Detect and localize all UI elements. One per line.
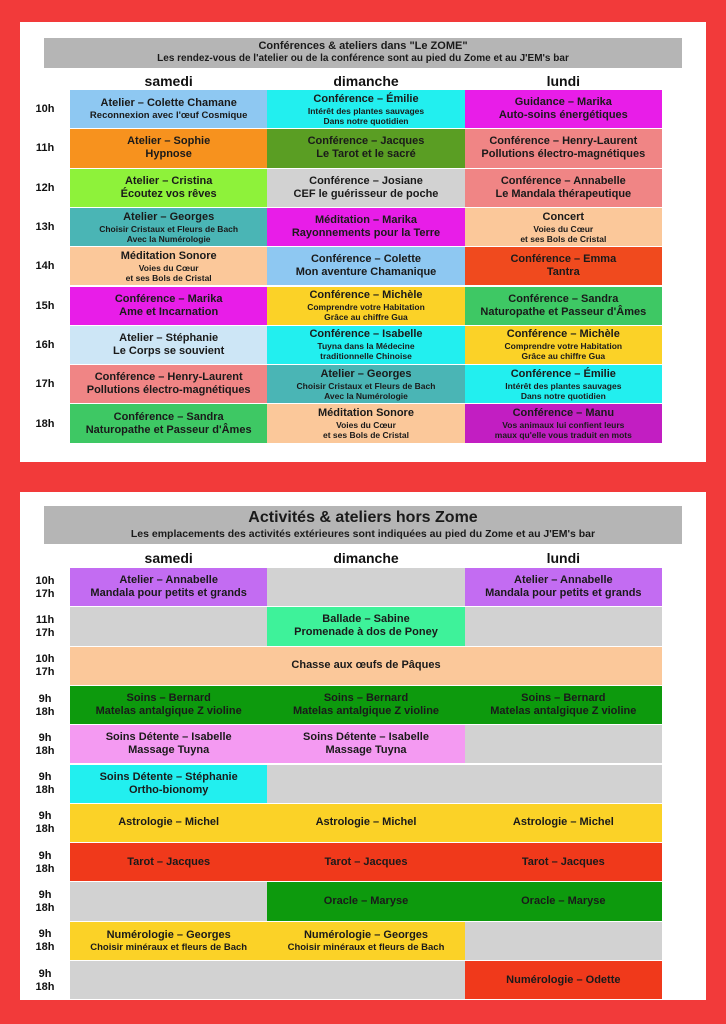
cell-title: Numérologie – Odette (506, 973, 621, 986)
cell-detail: Mandala pour petits et grands (485, 587, 642, 600)
time-value: 9h (38, 889, 52, 902)
cell-detail: Ame et Incarnation (119, 305, 219, 318)
time-label (20, 961, 70, 1000)
time-value: 9h (38, 928, 52, 941)
activities-panel (20, 492, 706, 1000)
time-label (20, 804, 70, 843)
empty-cell (70, 961, 465, 999)
cell-title: Atelier – Sophie (127, 135, 211, 148)
schedule-row (20, 647, 706, 686)
schedule-cell (70, 404, 267, 442)
cell-title: Ballade – Sabine (322, 613, 410, 626)
conferences-day-headers (70, 73, 662, 89)
schedule-row (20, 169, 706, 208)
time-label (20, 607, 70, 646)
cell-detail: Dans notre quotidien (323, 115, 409, 126)
time-value: 9h (38, 967, 52, 980)
schedule-row (20, 765, 706, 804)
time-value: 18h (35, 980, 55, 993)
cell-title: Soins Détente – Stéphanie (99, 770, 238, 783)
schedule-row (20, 90, 706, 129)
conferences-subtitle: Les rendez-vous de l'atelier ou de la conférence sont au pied du Zome et au J'EM's bar (157, 53, 569, 64)
activities-header (44, 506, 682, 544)
empty-cell (70, 882, 267, 920)
cell-title: Astrologie – Michel (315, 816, 417, 829)
cell-detail: Pollutions électro-magnétiques (481, 148, 646, 161)
empty-cell (465, 725, 662, 763)
cell-detail: Voies du Cœur (336, 420, 396, 431)
cell-detail: Promenade à dos de Poney (294, 626, 438, 639)
cell-title: Conférence – Annabelle (500, 174, 626, 187)
schedule-cell (465, 804, 662, 842)
cell-title: Soins Détente – Isabelle (105, 731, 232, 744)
time-label (20, 287, 70, 326)
cell-title: Conférence – Josiane (309, 174, 423, 187)
time-value: 17h (35, 378, 55, 391)
schedule-row (20, 568, 706, 607)
time-value: 17h (35, 666, 55, 679)
cell-detail: Comprendre votre Habitation (504, 341, 623, 352)
cell-detail: et ses Bols de Cristal (125, 272, 212, 283)
time-value: 12h (35, 181, 55, 194)
time-label (20, 169, 70, 208)
cell-detail: Choisir Cristaux et Fleurs de Bach (99, 223, 239, 234)
schedule-cell (465, 365, 662, 403)
schedule-cell (465, 568, 662, 606)
cell-detail: Choisir minéraux et fleurs de Bach (90, 941, 248, 953)
day-header-dimanche: dimanche (333, 550, 399, 566)
cell-title: Soins – Bernard (521, 692, 606, 705)
conferences-title: Conférences & ateliers dans "Le ZOME" (258, 40, 468, 52)
schedule-cell (267, 169, 464, 207)
cell-title: Soins – Bernard (126, 692, 211, 705)
cell-title: Conférence – Émilie (313, 92, 419, 105)
conferences-header (44, 38, 682, 68)
schedule-cell (267, 607, 464, 645)
schedule-cell (267, 686, 464, 724)
cell-detail: Hypnose (145, 148, 192, 161)
empty-cell (465, 607, 662, 645)
schedule-cell (267, 208, 464, 246)
cell-detail: Avec la Numérologie (324, 390, 408, 401)
time-label (20, 882, 70, 921)
time-value: 18h (35, 902, 55, 915)
time-label (20, 647, 70, 686)
cell-detail: Matelas antalgique Z violine (95, 705, 242, 718)
time-value: 16h (35, 338, 55, 351)
cell-title: Chasse aux œufs de Pâques (291, 659, 441, 672)
schedule-row (20, 129, 706, 168)
activities-day-headers (70, 550, 662, 566)
schedule-row (20, 247, 706, 286)
schedule-cell (70, 804, 267, 842)
time-label (20, 725, 70, 764)
schedule-cell (70, 208, 267, 246)
schedule-cell (465, 686, 662, 724)
time-value: 17h (35, 587, 55, 600)
activities-subtitle: Les emplacements des activités extérieures sont indiquées au pied du Zome et au J'EM's bar (130, 528, 596, 540)
schedule-cell (465, 287, 662, 325)
time-value: 9h (38, 731, 52, 744)
cell-detail: Intérêt des plantes sauvages (505, 380, 622, 391)
day-header-lundi: lundi (546, 73, 581, 89)
cell-title: Astrologie – Michel (512, 816, 614, 829)
cell-detail: Mon aventure Chamanique (295, 266, 437, 279)
schedule-cell (70, 686, 267, 724)
schedule-row (20, 882, 706, 921)
time-value: 10h (35, 574, 55, 587)
cell-detail: Voies du Cœur (533, 223, 594, 234)
schedule-row (20, 686, 706, 725)
schedule-row (20, 843, 706, 882)
time-label (20, 129, 70, 168)
schedule-row (20, 208, 706, 247)
time-value: 9h (38, 771, 52, 784)
schedule-cell (70, 90, 267, 128)
cell-detail: Pollutions électro-magnétiques (86, 384, 251, 397)
schedule-cell (465, 129, 662, 167)
schedule-cell (267, 725, 464, 763)
time-value: 9h (38, 810, 52, 823)
time-label (20, 765, 70, 804)
schedule-cell (70, 247, 267, 285)
time-label (20, 326, 70, 365)
cell-title: Conférence – Colette (310, 253, 421, 266)
schedule-row (20, 365, 706, 404)
cell-detail: Dans notre quotidien (520, 390, 606, 401)
cell-detail: Grâce au chiffre Gua (521, 351, 606, 362)
time-label (20, 365, 70, 404)
cell-title: Méditation Sonore (120, 249, 217, 262)
day-header-samedi: samedi (144, 73, 193, 89)
schedule-cell (70, 922, 267, 960)
schedule-cell (70, 365, 267, 403)
cell-detail: Rayonnements pour la Terre (291, 227, 441, 240)
schedule-cell (70, 843, 267, 881)
schedule-cell (70, 765, 267, 803)
schedule-row (20, 961, 706, 1000)
cell-detail: Le Tarot et le sacré (316, 148, 416, 161)
cell-title: Atelier – Cristina (124, 174, 213, 187)
schedule-cell (267, 90, 464, 128)
time-value: 18h (35, 744, 55, 757)
schedule-cell (70, 129, 267, 167)
cell-title: Conférence – Henry-Laurent (94, 371, 243, 384)
cell-title: Conférence – Henry-Laurent (489, 135, 638, 148)
cell-detail: Voies du Cœur (138, 262, 199, 273)
cell-title: Numérologie – Georges (106, 928, 231, 941)
day-header-lundi: lundi (546, 550, 581, 566)
cell-title: Atelier – Colette Chamane (100, 97, 237, 110)
empty-cell (465, 922, 662, 960)
schedule-cell (70, 326, 267, 364)
cell-detail: et ses Bols de Cristal (323, 430, 409, 441)
time-value: 11h (35, 142, 55, 155)
cell-title: Conférence – Marika (114, 292, 223, 305)
time-label (20, 843, 70, 882)
cell-title: Guidance – Marika (514, 96, 612, 109)
schedule-cell (465, 169, 662, 207)
schedule-row (20, 404, 706, 443)
cell-detail: Ortho-bionomy (128, 783, 209, 796)
time-value: 14h (35, 260, 55, 273)
time-label (20, 404, 70, 443)
time-value: 18h (35, 862, 55, 875)
schedule-cell (70, 647, 662, 685)
time-value: 10h (35, 103, 55, 116)
cell-detail: Intérêt des plantes sauvages (307, 105, 425, 116)
schedule-row (20, 804, 706, 843)
activities-title: Activités & ateliers hors Zome (248, 509, 478, 526)
schedule-cell (70, 287, 267, 325)
cell-title: Méditation – Marika (314, 214, 418, 227)
empty-cell (267, 568, 464, 606)
cell-title: Numérologie – Georges (303, 928, 429, 941)
time-value: 18h (35, 705, 55, 718)
schedule-cell (267, 804, 464, 842)
cell-detail: Naturopathe et Passeur d'Âmes (85, 423, 252, 436)
schedule-cell (70, 568, 267, 606)
schedule-cell (70, 169, 267, 207)
schedule-cell (465, 882, 662, 920)
cell-detail: Tuyna dans la Médecine (317, 341, 415, 352)
time-value: 18h (35, 417, 55, 430)
cell-title: Atelier – Georges (320, 367, 412, 380)
schedule-cell (267, 843, 464, 881)
schedule-cell (70, 725, 267, 763)
schedule-cell (267, 129, 464, 167)
cell-detail: Comprendre votre Habitation (307, 302, 425, 313)
cell-detail: Choisir Cristaux et Fleurs de Bach (296, 380, 436, 391)
cell-detail: Grâce au chiffre Gua (324, 312, 408, 323)
schedule-cell (465, 208, 662, 246)
schedule-row (20, 326, 706, 365)
cell-title: Conférence – Sandra (508, 292, 619, 305)
cell-detail: Le Mandala thérapeutique (495, 187, 632, 200)
time-value: 13h (35, 221, 55, 234)
cell-title: Conférence – Émilie (510, 367, 616, 380)
schedule-cell (267, 326, 464, 364)
schedule-row (20, 287, 706, 326)
time-label (20, 686, 70, 725)
cell-detail: Auto-soins énergétiques (498, 109, 628, 122)
schedule-cell (267, 247, 464, 285)
cell-detail: CEF le guérisseur de poche (293, 187, 439, 200)
day-header-samedi: samedi (144, 550, 193, 566)
schedule-cell (267, 922, 464, 960)
schedule-cell (465, 326, 662, 364)
cell-detail: Tantra (546, 266, 580, 279)
cell-detail: Matelas antalgique Z violine (490, 705, 637, 718)
cell-title: Atelier – Stéphanie (119, 331, 219, 344)
cell-title: Soins – Bernard (323, 692, 409, 705)
day-header-dimanche: dimanche (333, 73, 399, 89)
time-value: 18h (35, 784, 55, 797)
time-value: 9h (38, 849, 52, 862)
time-value: 11h (35, 613, 55, 626)
time-value: 9h (38, 692, 52, 705)
cell-detail: Mandala pour petits et grands (90, 587, 247, 600)
time-label (20, 568, 70, 607)
cell-detail: Matelas antalgique Z violine (292, 705, 440, 718)
cell-title: Astrologie – Michel (118, 816, 220, 829)
cell-title: Atelier – Annabelle (514, 574, 613, 587)
cell-title: Tarot – Jacques (127, 855, 211, 868)
cell-title: Oracle – Maryse (323, 895, 409, 908)
cell-title: Conférence – Michèle (309, 289, 423, 302)
cell-title: Conférence – Jacques (307, 135, 425, 148)
conferences-panel (20, 22, 706, 462)
schedule-cell (465, 90, 662, 128)
schedule-row (20, 725, 706, 764)
cell-detail: Massage Tuyna (325, 744, 407, 757)
cell-title: Atelier – Annabelle (119, 574, 218, 587)
cell-detail: Avec la Numérologie (126, 233, 211, 244)
cell-detail: maux qu'elle vous traduit en mots (494, 430, 632, 441)
cell-detail: Reconnexion avec l'œuf Cosmique (89, 110, 248, 122)
schedule-cell (267, 365, 464, 403)
empty-cell (70, 607, 267, 645)
time-label (20, 247, 70, 286)
time-value: 18h (35, 823, 55, 836)
cell-detail: traditionnelle Chinoise (320, 351, 412, 362)
cell-detail: Choisir minéraux et fleurs de Bach (287, 941, 445, 953)
cell-title: Tarot – Jacques (324, 855, 408, 868)
cell-detail: Le Corps se souvient (113, 344, 225, 357)
schedule-cell (267, 404, 464, 442)
time-value: 15h (35, 299, 55, 312)
cell-title: Méditation Sonore (318, 407, 414, 420)
schedule-row (20, 922, 706, 961)
schedule-cell (465, 961, 662, 999)
schedule-cell (267, 287, 464, 325)
cell-detail: Écoutez vos rêves (120, 187, 217, 200)
cell-title: Conférence – Sandra (113, 410, 224, 423)
time-value: 10h (35, 653, 55, 666)
cell-title: Soins Détente – Isabelle (303, 731, 429, 744)
cell-title: Tarot – Jacques (521, 855, 605, 868)
schedule-row (20, 607, 706, 646)
time-label (20, 922, 70, 961)
cell-detail: Vos animaux lui confient leurs (502, 420, 625, 431)
cell-title: Oracle – Maryse (521, 895, 606, 908)
cell-title: Atelier – Georges (123, 210, 215, 223)
cell-title: Conférence – Michèle (506, 328, 620, 341)
cell-title: Conférence – Manu (512, 407, 615, 420)
schedule-cell (267, 882, 464, 920)
schedule-cell (465, 404, 662, 442)
schedule-cell (465, 843, 662, 881)
time-value: 18h (35, 941, 55, 954)
cell-title: Conférence – Emma (510, 253, 617, 266)
cell-detail: Naturopathe et Passeur d'Âmes (480, 305, 647, 318)
empty-cell (267, 765, 662, 803)
cell-detail: Massage Tuyna (128, 744, 210, 757)
time-label (20, 208, 70, 247)
schedule-cell (465, 247, 662, 285)
cell-detail: et ses Bols de Cristal (520, 233, 607, 244)
time-value: 17h (35, 626, 55, 639)
cell-title: Conférence – Isabelle (309, 328, 423, 341)
cell-title: Concert (542, 210, 585, 223)
time-label (20, 90, 70, 129)
